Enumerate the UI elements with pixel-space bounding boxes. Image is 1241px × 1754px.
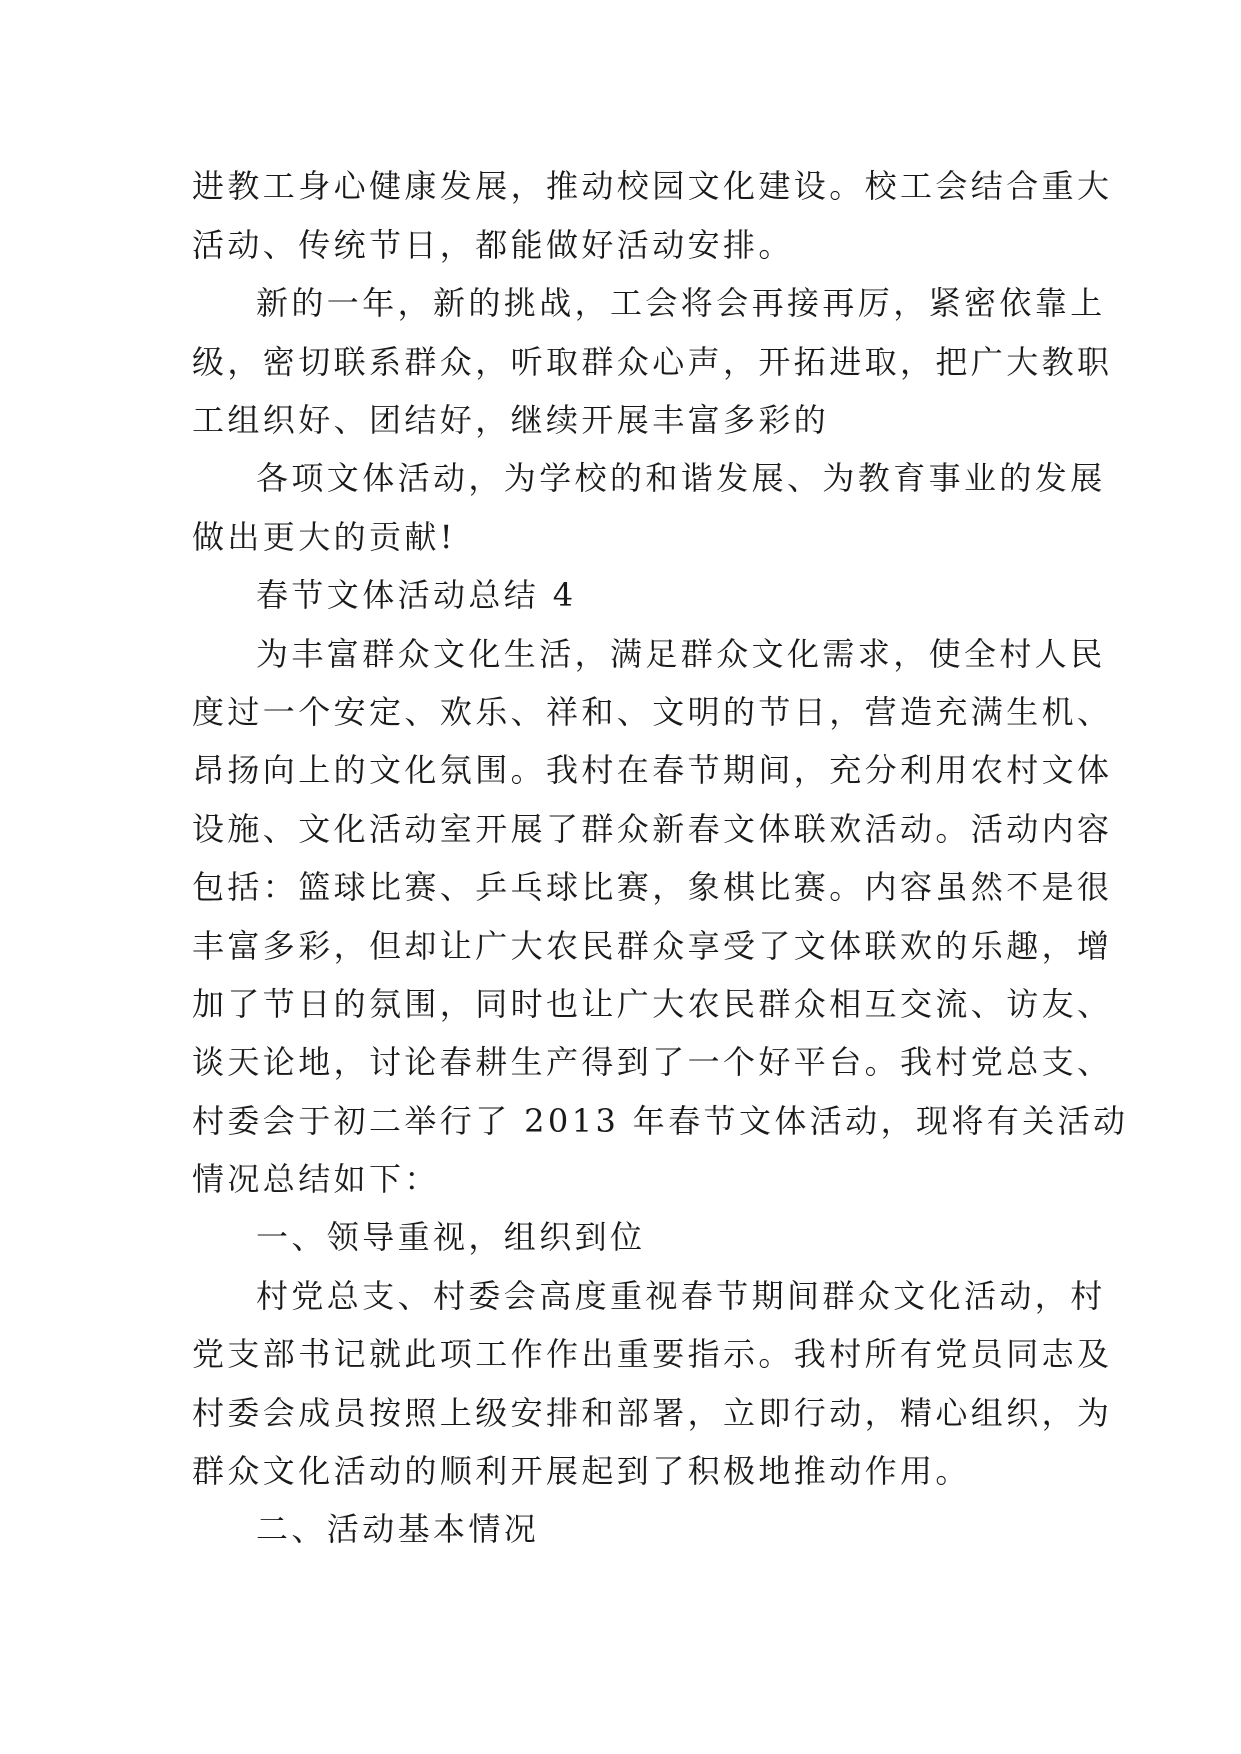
text-line: 丰富多彩，但却让广大农民群众享受了文体联欢的乐趣，增: [192, 927, 1113, 965]
text-line: 工组织好、团结好，继续开展丰富多彩的: [192, 401, 830, 439]
text-line: 活动、传统节日，都能做好活动安排。: [192, 226, 794, 264]
paragraph-start: 村党总支、村委会高度重视春节期间群众文化活动，村: [256, 1277, 1106, 1315]
paragraph-start: 各项文体活动，为学校的和谐发展、为教育事业的发展: [256, 459, 1106, 497]
text-line: 度过一个安定、欢乐、祥和、文明的节日，营造充满生机、: [192, 693, 1113, 731]
text-line: 村委会成员按照上级安排和部署，立即行动，精心组织，为: [192, 1394, 1113, 1432]
text-line: 进教工身心健康发展，推动校园文化建设。校工会结合重大: [192, 167, 1113, 205]
text-line: 党支部书记就此项工作作出重要指示。我村所有党员同志及: [192, 1335, 1113, 1373]
section-title: 春节文体活动总结 4: [256, 576, 577, 614]
text-line: 群众文化活动的顺利开展起到了积极地推动作用。: [192, 1452, 971, 1490]
text-line: 级，密切联系群众，听取群众心声，开拓进取，把广大教职: [192, 343, 1113, 381]
text-line: 谈天论地，讨论春耕生产得到了一个好平台。我村党总支、: [192, 1043, 1113, 1081]
paragraph-start: 为丰富群众文化生活，满足群众文化需求，使全村人民: [256, 635, 1106, 673]
text-line: 村委会于初二举行了 2013 年春节文体活动，现将有关活动: [192, 1102, 1129, 1140]
text-line: 昂扬向上的文化氛围。我村在春节期间，充分利用农村文体: [192, 751, 1113, 789]
paragraph-start: 新的一年，新的挑战，工会将会再接再厉，紧密依靠上: [256, 284, 1106, 322]
text-line: 包括：篮球比赛、乒乓球比赛，象棋比赛。内容虽然不是很: [192, 868, 1113, 906]
section-heading: 二、活动基本情况: [256, 1510, 540, 1548]
text-line: 做出更大的贡献!: [192, 518, 457, 556]
section-heading: 一、领导重视，组织到位: [256, 1218, 646, 1256]
text-line: 设施、文化活动室开展了群众新春文体联欢活动。活动内容: [192, 810, 1113, 848]
text-line: 加了节日的氛围，同时也让广大农民群众相互交流、访友、: [192, 985, 1113, 1023]
text-line: 情况总结如下：: [192, 1160, 440, 1198]
